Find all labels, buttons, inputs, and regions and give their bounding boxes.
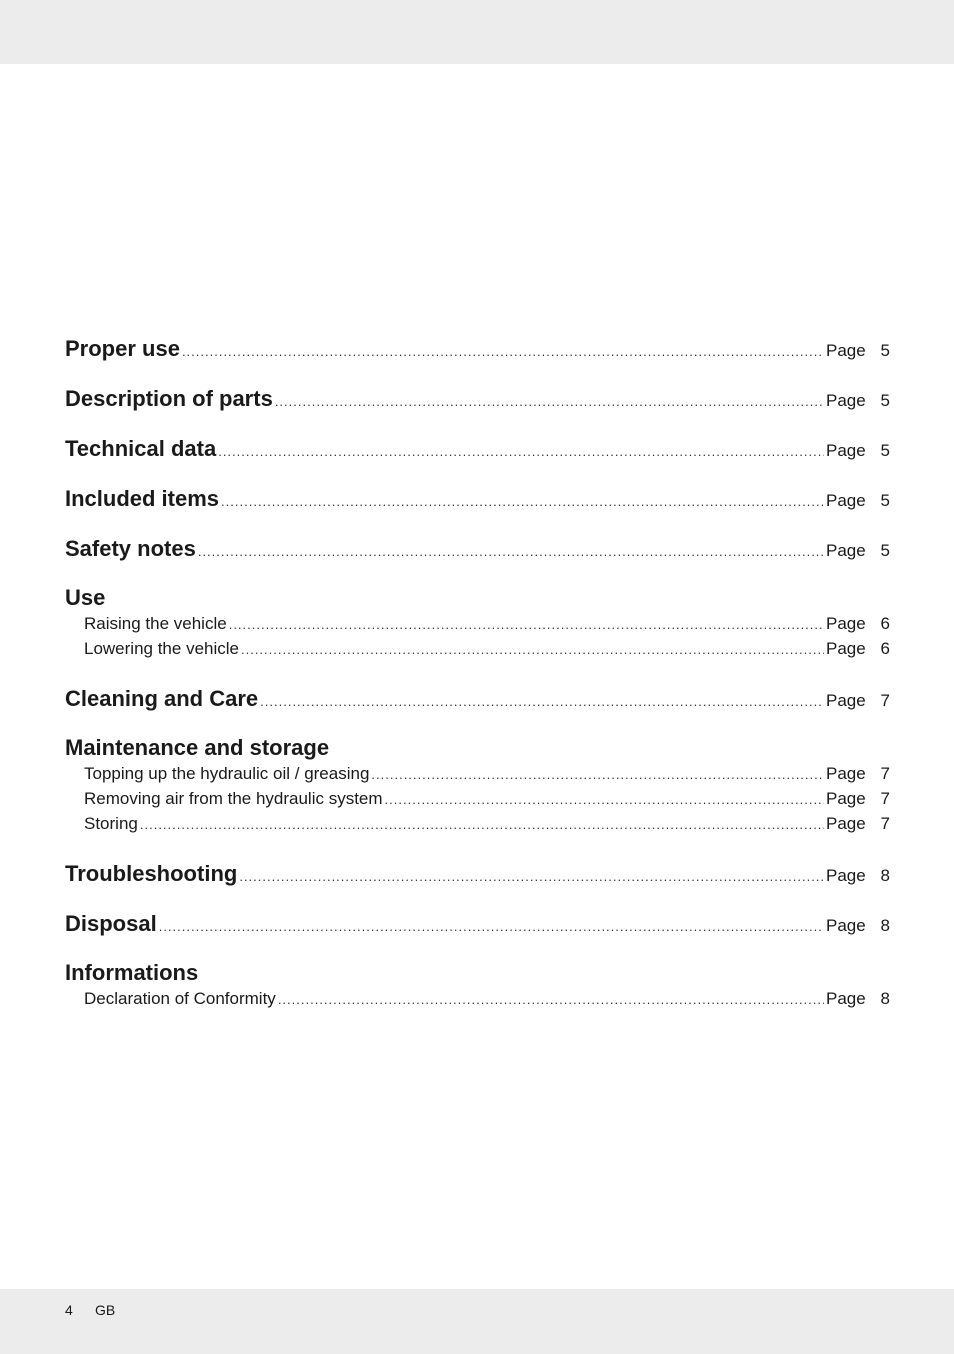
toc-entry-title: Topping up the hydraulic oil / greasing xyxy=(84,764,370,783)
toc-entry-description-of-parts[interactable] xyxy=(65,386,890,412)
page-label: Page xyxy=(826,866,866,885)
dot-leader xyxy=(278,992,824,1007)
page-label: Page xyxy=(826,916,866,935)
toc-entry-title: Declaration of Conformity xyxy=(84,989,276,1008)
toc-subentry-lowering-the-vehicle[interactable] xyxy=(84,639,890,665)
toc-heading-maintenance-and-storage[interactable]: Maintenance and storage xyxy=(65,735,330,760)
page-number: 5 xyxy=(880,491,890,510)
dot-leader xyxy=(371,767,824,782)
toc-entry-title: Proper use xyxy=(65,336,180,361)
dot-leader xyxy=(385,792,824,807)
toc-entry-cleaning-and-care[interactable] xyxy=(65,686,890,712)
page-number: 5 xyxy=(880,391,890,410)
toc-entry-title: Description of parts xyxy=(65,386,273,411)
toc-entry-title: Storing xyxy=(84,814,138,833)
page-number: 7 xyxy=(880,789,890,808)
toc-entry-troubleshooting[interactable] xyxy=(65,861,890,887)
toc-entry-included-items[interactable] xyxy=(65,486,890,512)
toc-entry-proper-use[interactable] xyxy=(65,336,890,362)
dot-leader xyxy=(159,919,824,934)
toc-entry-title: Raising the vehicle xyxy=(84,614,227,633)
dot-leader xyxy=(260,694,824,709)
footer-language-code: GB xyxy=(95,1302,116,1318)
dot-leader xyxy=(241,642,824,657)
toc-subentry-topping-up-hydraulic-oil[interactable] xyxy=(84,764,890,790)
page-number: 6 xyxy=(880,639,890,658)
toc-entry-title: Lowering the vehicle xyxy=(84,639,239,658)
toc-entry-title: Included items xyxy=(65,486,220,511)
page-label: Page xyxy=(826,789,866,808)
dot-leader xyxy=(239,869,824,884)
dot-leader xyxy=(198,544,824,559)
page-number: 5 xyxy=(880,341,890,360)
dot-leader xyxy=(218,444,824,459)
toc-entry-title: Technical data xyxy=(65,436,217,461)
dot-leader xyxy=(182,344,824,359)
toc-subentry-removing-air[interactable] xyxy=(84,789,890,815)
page-label: Page xyxy=(826,341,866,360)
page-number: 8 xyxy=(880,916,890,935)
page-label: Page xyxy=(826,814,866,833)
toc-entry-title: Removing air from the hydraulic system xyxy=(84,789,383,808)
page-number: 6 xyxy=(880,614,890,633)
page-number: 8 xyxy=(880,866,890,885)
footer-page-number: 4 xyxy=(65,1302,73,1318)
page-label: Page xyxy=(826,541,866,560)
dot-leader xyxy=(140,817,824,832)
toc-entry-title: Troubleshooting xyxy=(65,861,238,886)
toc-heading-use[interactable]: Use xyxy=(65,585,106,610)
header-band xyxy=(0,0,954,64)
page-number: 5 xyxy=(880,541,890,560)
dot-leader xyxy=(275,394,824,409)
toc-subentry-storing[interactable] xyxy=(84,814,890,840)
page-number: 7 xyxy=(880,691,890,710)
toc-heading-informations[interactable]: Informations xyxy=(65,960,199,985)
dot-leader xyxy=(229,617,824,632)
page-number: 8 xyxy=(880,989,890,1008)
toc-entry-disposal[interactable] xyxy=(65,911,890,937)
toc-entry-title: Cleaning and Care xyxy=(65,686,259,711)
dot-leader xyxy=(221,494,824,509)
toc-subentry-declaration-of-conformity[interactable] xyxy=(84,989,890,1015)
toc-entry-title: Disposal xyxy=(65,911,157,936)
page-label: Page xyxy=(826,764,866,783)
page-label: Page xyxy=(826,989,866,1008)
page-label: Page xyxy=(826,391,866,410)
page-label: Page xyxy=(826,614,866,633)
page-label: Page xyxy=(826,441,866,460)
page-number: 7 xyxy=(880,814,890,833)
page-label: Page xyxy=(826,639,866,658)
toc-entry-technical-data[interactable] xyxy=(65,436,890,462)
toc-subentry-raising-the-vehicle[interactable] xyxy=(84,614,890,640)
page-number: 5 xyxy=(880,441,890,460)
toc-entry-title: Safety notes xyxy=(65,536,196,561)
page-label: Page xyxy=(826,691,866,710)
footer-band xyxy=(0,1289,954,1354)
page-number: 7 xyxy=(880,764,890,783)
toc-entry-safety-notes[interactable] xyxy=(65,536,890,562)
page-label: Page xyxy=(826,491,866,510)
